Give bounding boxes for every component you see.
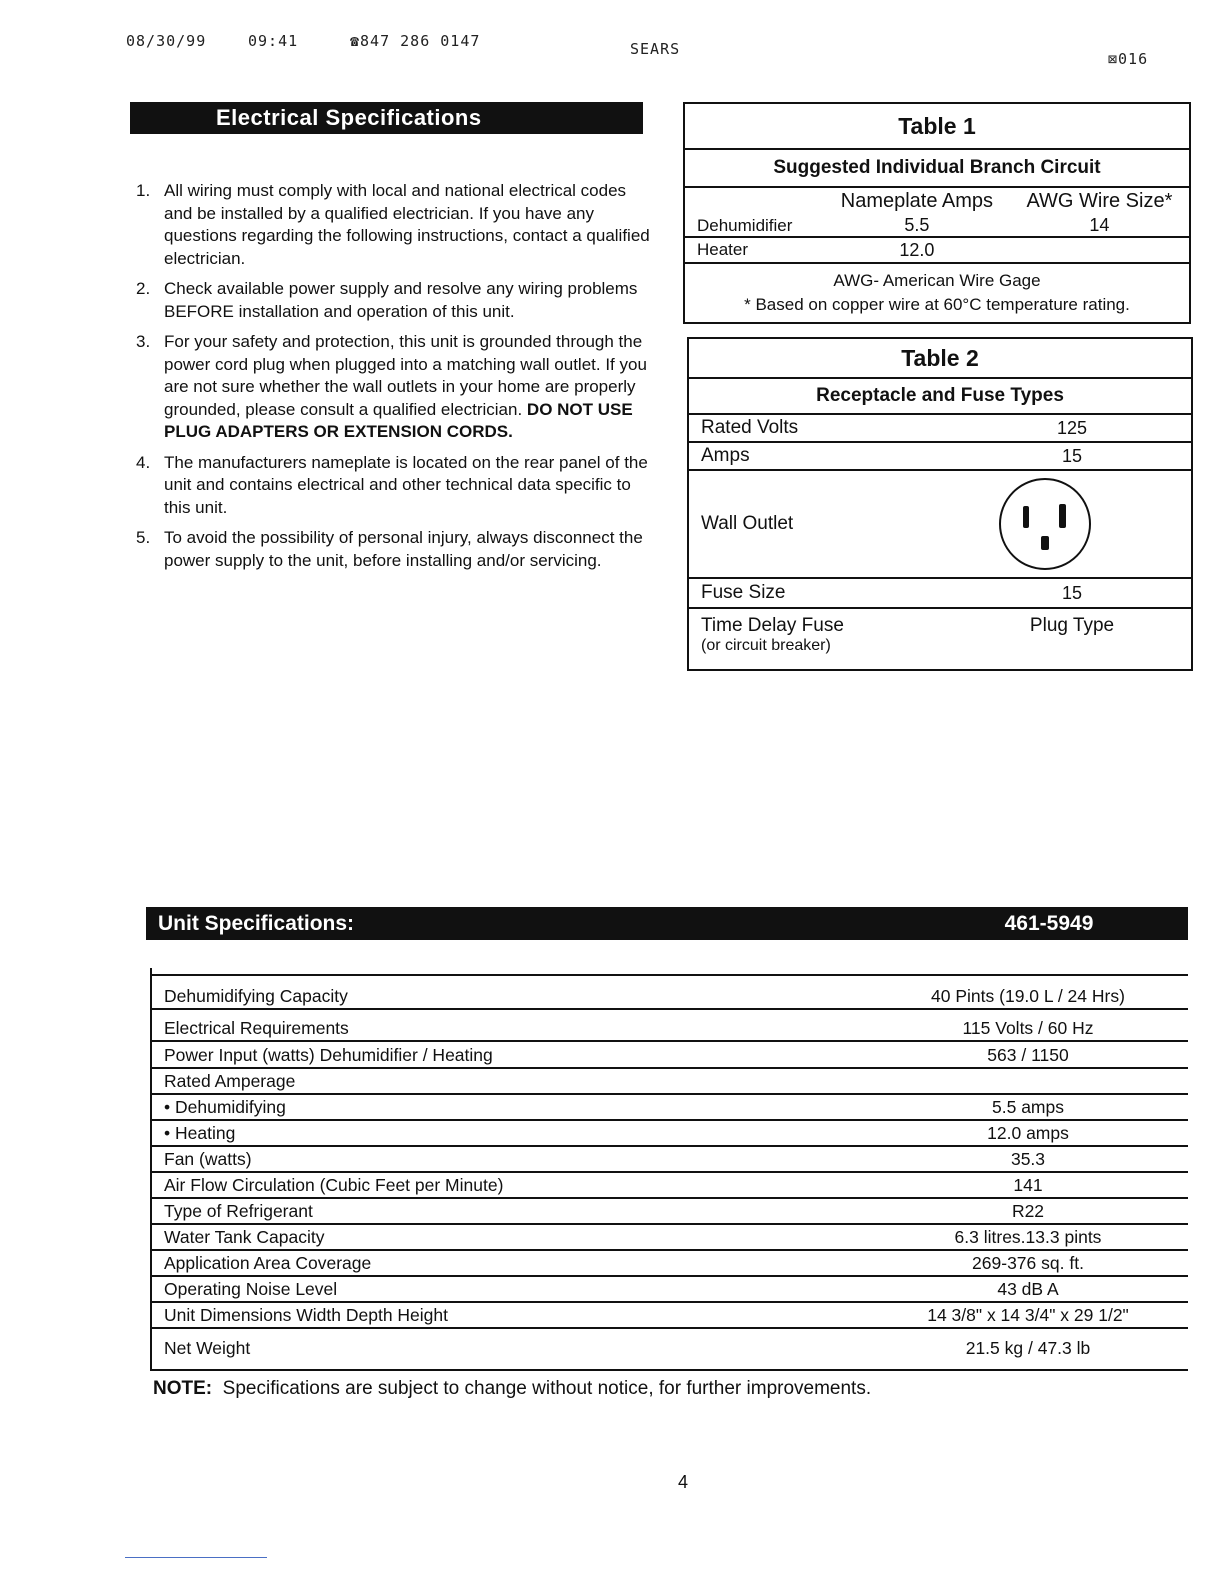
spec-value: 43 dB A	[997, 1279, 1059, 1299]
spec-value: 14 3/8" x 14 3/4" x 29 1/2"	[927, 1305, 1129, 1325]
table-row	[152, 1173, 1188, 1199]
fax-date: 08/30/99	[126, 32, 207, 50]
row-amps: 5.5	[824, 215, 1010, 237]
spec-value: 6.3 litres.13.3 pints	[954, 1227, 1102, 1247]
spec-label: Water Tank Capacity	[164, 1227, 325, 1247]
table-row	[152, 1121, 1188, 1147]
wall-outlet-icon	[999, 478, 1091, 570]
spec-value: 12.0 amps	[987, 1123, 1069, 1143]
table-row	[688, 608, 1192, 670]
table-row	[152, 1147, 1188, 1173]
row-value: 125	[953, 414, 1192, 442]
row-label: Fuse Size	[688, 578, 953, 608]
table-2-title: Table 2	[688, 338, 1192, 378]
item-number: 3.	[136, 332, 151, 351]
item-number: 5.	[136, 528, 151, 547]
unit-specs-title: Unit Specifications:	[158, 912, 355, 935]
list-item	[130, 278, 650, 323]
row-label: Rated Volts	[688, 414, 953, 442]
table-row	[152, 1095, 1188, 1121]
list-item	[130, 180, 650, 270]
row-label: Heater	[684, 237, 824, 263]
page-number: 4	[678, 1472, 689, 1492]
row-awg	[1010, 237, 1190, 263]
table-row	[152, 976, 1188, 1010]
spec-value: 35.3	[1010, 1149, 1046, 1169]
spec-label: • Dehumidifying	[164, 1097, 286, 1117]
table-2-receptacle-fuse	[687, 337, 1193, 671]
row-sublabel: (or circuit breaker)	[701, 637, 831, 654]
table-1-subtitle: Suggested Individual Branch Circuit	[684, 149, 1190, 187]
item-text: Check available power supply and resolve any wiring problems BEFORE installation and operation of this unit.	[164, 279, 638, 321]
list-item	[130, 331, 650, 444]
row-value: 15	[953, 578, 1192, 608]
spec-value: 5.5 amps	[992, 1097, 1064, 1117]
fax-page-code-number: 016	[1118, 50, 1149, 68]
wall-outlet-cell	[953, 470, 1192, 578]
table-row	[152, 1303, 1188, 1329]
row-label: Amps	[688, 442, 953, 470]
item-text: The manufacturers nameplate is located on the rear panel of the unit and contains electrical and other technical data specific to this unit.	[164, 452, 648, 517]
table-row	[688, 414, 1192, 442]
spec-value: 115 Volts / 60 Hz	[962, 1018, 1094, 1038]
table-row	[152, 1329, 1188, 1371]
row-amps: 12.0	[824, 237, 1010, 263]
note-label: NOTE:	[153, 1378, 213, 1399]
item-number: 2.	[136, 279, 151, 298]
spec-label: Unit Dimensions Width Depth Height	[164, 1305, 449, 1325]
table-row	[684, 215, 1190, 237]
spec-label: Power Input (watts) Dehumidifier / Heating	[164, 1045, 493, 1065]
fax-time: 09:41	[248, 32, 299, 50]
spec-value: R22	[1011, 1201, 1045, 1221]
spec-label: Fan (watts)	[164, 1149, 252, 1169]
fax-company: SEARS	[630, 40, 681, 58]
unit-specs-header	[146, 907, 1188, 940]
item-warning: DO NOT USE PLUG ADAPTERS OR EXTENSION CORDS.	[164, 399, 633, 441]
row-value: 15	[953, 442, 1192, 470]
spec-value: 21.5 kg / 47.3 lb	[965, 1338, 1091, 1358]
table-row	[152, 1277, 1188, 1303]
note-text: Specifications are subject to change without notice, for further improvements.	[222, 1378, 872, 1399]
table-1-col-amps: Nameplate Amps	[840, 190, 994, 212]
spec-label: • Heating	[164, 1123, 236, 1143]
item-text: All wiring must comply with local and national electrical codes and be installed by a qualified electrician. If you have any questions regarding the following instructions, contact a qualified electrician.	[164, 181, 650, 268]
spec-value	[868, 1092, 1188, 1093]
row-awg: 14	[1010, 215, 1190, 237]
table-1-branch-circuit	[683, 102, 1191, 324]
table-row	[152, 1199, 1188, 1225]
table-row	[688, 470, 1192, 578]
spec-label: Net Weight	[164, 1338, 251, 1358]
table-1-note-awg: AWG- American Wire Gage	[833, 270, 1041, 290]
spec-label: Electrical Requirements	[164, 1018, 349, 1038]
table-row	[688, 442, 1192, 470]
table-1-col-awg: AWG Wire Size*	[1026, 190, 1173, 212]
spec-label: Rated Amperage	[164, 1071, 296, 1091]
specs-note	[153, 1378, 871, 1400]
spec-label: Operating Noise Level	[164, 1279, 338, 1299]
table-row	[152, 1042, 1188, 1069]
list-item	[130, 452, 650, 520]
table-1-note-copper: * Based on copper wire at 60°C temperature rating.	[744, 294, 1130, 314]
table-row	[152, 1251, 1188, 1277]
item-number: 4.	[136, 452, 151, 472]
spec-label: Air Flow Circulation (Cubic Feet per Minute)	[164, 1175, 504, 1195]
spec-label: Application Area Coverage	[164, 1253, 372, 1273]
table-row	[688, 578, 1192, 608]
table-row	[152, 968, 1188, 976]
electrical-specs-title: Electrical Specifications	[130, 102, 643, 134]
row-label: Time Delay Fuse	[701, 615, 844, 636]
unit-model-number: 461-5949	[1004, 912, 1094, 935]
table-row	[152, 1069, 1188, 1095]
item-number: 1.	[136, 181, 151, 200]
fax-phone: ☎847 286 0147	[350, 32, 481, 50]
table-1-title: Table 1	[684, 103, 1190, 149]
table-row	[152, 1225, 1188, 1251]
item-text: For your safety and protection, this unit is grounded through the power cord plug when plugged into a matching wall outlet. If you are not sure whether the wall outlets in your home are properly grounded, please consult a qualified electrician.	[164, 332, 647, 419]
row-label: Wall Outlet	[688, 470, 953, 578]
table-row	[684, 237, 1190, 263]
spec-value: 269-376 sq. ft.	[972, 1253, 1084, 1273]
unit-specs-table	[150, 968, 1188, 1371]
electrical-instructions-list	[130, 180, 650, 580]
footer-divider	[125, 1557, 267, 1558]
row-value: Plug Type	[1029, 615, 1115, 636]
fax-page-code	[1108, 50, 1148, 68]
spec-label: Type of Refrigerant	[164, 1201, 313, 1221]
table-row	[152, 1010, 1188, 1042]
spec-value: 40 Pints (19.0 L / 24 Hrs)	[931, 986, 1125, 1006]
spec-value: 563 / 1150	[987, 1045, 1069, 1065]
row-label: Dehumidifier	[684, 215, 824, 237]
fax-logo-icon: ⊠	[1108, 50, 1119, 68]
spec-label: Dehumidifying Capacity	[164, 986, 348, 1006]
item-text: To avoid the possibility of personal injury, always disconnect the power supply to the unit, before installing and/or servicing.	[164, 528, 643, 570]
table-2-subtitle: Receptacle and Fuse Types	[688, 378, 1192, 414]
spec-value: 141	[1013, 1175, 1043, 1195]
list-item	[130, 527, 650, 572]
